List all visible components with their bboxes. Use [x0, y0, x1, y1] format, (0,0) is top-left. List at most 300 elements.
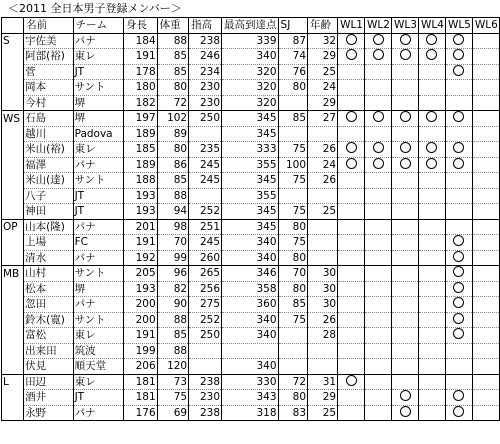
circle-mark-icon: [346, 375, 357, 386]
wl6-cell: [472, 235, 499, 251]
wl6-cell: [472, 328, 499, 344]
name-cell: 上場: [24, 235, 73, 251]
age-cell: [308, 126, 338, 142]
table-row: [2, 142, 500, 158]
sj-cell: [278, 359, 308, 375]
wl4-cell: [418, 328, 445, 344]
height-cell: 199: [123, 343, 157, 359]
position-cell: [2, 188, 24, 204]
circle-mark-icon: [400, 142, 411, 153]
age-cell: 30: [308, 266, 338, 282]
max-cell: 333: [222, 142, 279, 158]
reach-cell: 245: [189, 235, 222, 251]
wl1-cell: [338, 49, 365, 65]
wl4-cell: [418, 173, 445, 189]
circle-mark-icon: [346, 49, 357, 60]
name-cell: 富松: [24, 328, 73, 344]
wl6-cell: [472, 343, 499, 359]
max-cell: 340: [222, 250, 279, 266]
age-cell: 31: [308, 374, 338, 390]
sj-cell: [278, 328, 308, 344]
max-cell: 320: [222, 64, 279, 80]
team-cell: JT: [73, 188, 123, 204]
weight-cell: 70: [157, 235, 188, 251]
table-row: [2, 312, 500, 328]
position-cell: [2, 80, 24, 96]
reach-cell: 238: [189, 405, 222, 421]
age-cell: 29: [308, 390, 338, 406]
weight-cell: 98: [157, 219, 188, 235]
name-cell: 伏見: [24, 359, 73, 375]
weight-cell: 90: [157, 297, 188, 313]
position-cell: [2, 126, 24, 142]
wl5-cell: [445, 250, 472, 266]
sj-cell: 80: [278, 219, 308, 235]
name-cell: 今村: [24, 95, 73, 111]
circle-mark-icon: [373, 49, 384, 60]
team-cell: 堺: [73, 95, 123, 111]
age-cell: 24: [308, 157, 338, 173]
height-cell: 181: [123, 390, 157, 406]
height-cell: 206: [123, 359, 157, 375]
wl1-cell: [338, 126, 365, 142]
wl2-cell: [365, 374, 392, 390]
weight-cell: 85: [157, 64, 188, 80]
reach-cell: 265: [189, 266, 222, 282]
wl4-cell: [418, 111, 445, 127]
reach-cell: 250: [189, 328, 222, 344]
team-cell: サント: [73, 173, 123, 189]
wl4-cell: [418, 204, 445, 220]
wl2-cell: [365, 266, 392, 282]
sj-cell: 100: [278, 157, 308, 173]
team-cell: 堺: [73, 111, 123, 127]
wl4-cell: [418, 126, 445, 142]
roster-body: [2, 33, 500, 421]
reach-cell: 234: [189, 64, 222, 80]
height-cell: 191: [123, 49, 157, 65]
sj-cell: 87: [278, 33, 308, 49]
reach-cell: 251: [189, 219, 222, 235]
page-title: ＜2011 全日本男子登録メンバー＞: [8, 2, 182, 15]
team-cell: Padova: [73, 126, 123, 142]
position-cell: [2, 235, 24, 251]
sj-cell: 80: [278, 80, 308, 96]
team-cell: 堺: [73, 281, 123, 297]
reach-cell: 230: [189, 95, 222, 111]
column-header: チーム: [73, 18, 123, 34]
wl1-cell: [338, 235, 365, 251]
weight-cell: 120: [157, 359, 188, 375]
position-cell: [2, 49, 24, 65]
reach-cell: 245: [189, 157, 222, 173]
name-cell: 米山(達): [24, 173, 73, 189]
wl6-cell: [472, 390, 499, 406]
wl6-cell: [472, 405, 499, 421]
reach-cell: 256: [189, 281, 222, 297]
reach-cell: [189, 188, 222, 204]
wl5-cell: [445, 111, 472, 127]
position-cell: MB: [2, 266, 24, 282]
circle-mark-icon: [373, 142, 384, 153]
table-row: [2, 219, 500, 235]
sj-cell: 80: [278, 281, 308, 297]
position-cell: [2, 343, 24, 359]
wl1-cell: [338, 390, 365, 406]
wl3-cell: [392, 297, 419, 313]
wl2-cell: [365, 405, 392, 421]
team-cell: パナ: [73, 405, 123, 421]
max-cell: 340: [222, 328, 279, 344]
table-row: [2, 343, 500, 359]
weight-cell: 88: [157, 343, 188, 359]
wl3-cell: [392, 33, 419, 49]
position-cell: [2, 142, 24, 158]
weight-cell: 88: [157, 33, 188, 49]
column-header: SJ: [278, 18, 308, 34]
circle-mark-icon: [400, 158, 411, 169]
wl4-cell: [418, 157, 445, 173]
wl3-cell: [392, 157, 419, 173]
column-header: 名前: [24, 18, 73, 34]
max-cell: 358: [222, 281, 279, 297]
wl5-cell: [445, 297, 472, 313]
max-cell: 345: [222, 126, 279, 142]
height-cell: 200: [123, 312, 157, 328]
reach-cell: 260: [189, 250, 222, 266]
team-cell: JT: [73, 204, 123, 220]
height-cell: 200: [123, 297, 157, 313]
max-cell: 360: [222, 297, 279, 313]
sj-cell: [278, 343, 308, 359]
wl3-cell: [392, 266, 419, 282]
circle-mark-icon: [453, 142, 464, 153]
wl2-cell: [365, 64, 392, 80]
wl2-cell: [365, 173, 392, 189]
age-cell: 26: [308, 312, 338, 328]
wl2-cell: [365, 235, 392, 251]
wl1-cell: [338, 219, 365, 235]
age-cell: [308, 343, 338, 359]
wl2-cell: [365, 281, 392, 297]
weight-cell: 72: [157, 95, 188, 111]
wl3-cell: [392, 64, 419, 80]
circle-mark-icon: [400, 390, 411, 401]
circle-mark-icon: [453, 390, 464, 401]
wl5-cell: [445, 281, 472, 297]
name-cell: 出来田: [24, 343, 73, 359]
wl6-cell: [472, 204, 499, 220]
name-cell: 酒井: [24, 390, 73, 406]
wl4-cell: [418, 374, 445, 390]
circle-mark-icon: [426, 49, 437, 60]
wl3-cell: [392, 204, 419, 220]
column-header: WL4: [418, 18, 445, 34]
wl6-cell: [472, 111, 499, 127]
wl5-cell: [445, 64, 472, 80]
position-cell: [2, 405, 24, 421]
max-cell: 340: [222, 235, 279, 251]
reach-cell: 238: [189, 33, 222, 49]
reach-cell: [189, 126, 222, 142]
circle-mark-icon: [400, 49, 411, 60]
height-cell: 205: [123, 266, 157, 282]
wl5-cell: [445, 219, 472, 235]
wl1-cell: [338, 204, 365, 220]
weight-cell: 75: [157, 390, 188, 406]
wl6-cell: [472, 49, 499, 65]
height-cell: 193: [123, 281, 157, 297]
wl4-cell: [418, 49, 445, 65]
wl5-cell: [445, 266, 472, 282]
position-cell: [2, 359, 24, 375]
team-cell: JT: [73, 390, 123, 406]
name-cell: 山本(隆): [24, 219, 73, 235]
circle-mark-icon: [346, 111, 357, 122]
height-cell: 201: [123, 219, 157, 235]
team-cell: 順天堂: [73, 359, 123, 375]
wl1-cell: [338, 281, 365, 297]
wl3-cell: [392, 219, 419, 235]
wl2-cell: [365, 80, 392, 96]
name-cell: 永野: [24, 405, 73, 421]
position-cell: [2, 64, 24, 80]
position-cell: [2, 173, 24, 189]
circle-mark-icon: [453, 266, 464, 277]
age-cell: 24: [308, 80, 338, 96]
wl5-cell: [445, 405, 472, 421]
age-cell: 29: [308, 49, 338, 65]
circle-mark-icon: [400, 406, 411, 417]
max-cell: 340: [222, 312, 279, 328]
column-header: WL5: [445, 18, 472, 34]
name-cell: 忽田: [24, 297, 73, 313]
wl1-cell: [338, 188, 365, 204]
wl5-cell: [445, 188, 472, 204]
wl1-cell: [338, 157, 365, 173]
team-cell: パナ: [73, 250, 123, 266]
circle-mark-icon: [453, 65, 464, 76]
name-cell: 清水: [24, 250, 73, 266]
circle-mark-icon: [453, 34, 464, 45]
position-cell: [2, 157, 24, 173]
sj-cell: 70: [278, 266, 308, 282]
wl1-cell: [338, 297, 365, 313]
header-row: [2, 18, 500, 34]
table-row: [2, 204, 500, 220]
table-row: [2, 235, 500, 251]
position-cell: [2, 390, 24, 406]
wl5-cell: [445, 33, 472, 49]
age-cell: 27: [308, 111, 338, 127]
wl1-cell: [338, 111, 365, 127]
wl4-cell: [418, 95, 445, 111]
age-cell: [308, 235, 338, 251]
circle-mark-icon: [453, 235, 464, 246]
wl6-cell: [472, 250, 499, 266]
table-row: [2, 80, 500, 96]
max-cell: 340: [222, 359, 279, 375]
age-cell: 26: [308, 173, 338, 189]
wl4-cell: [418, 281, 445, 297]
table-row: [2, 173, 500, 189]
reach-cell: 245: [189, 173, 222, 189]
column-header: WL2: [365, 18, 392, 34]
team-cell: 東レ: [73, 49, 123, 65]
wl2-cell: [365, 359, 392, 375]
wl2-cell: [365, 204, 392, 220]
team-cell: 東レ: [73, 142, 123, 158]
wl3-cell: [392, 343, 419, 359]
name-cell: 米山(裕): [24, 142, 73, 158]
circle-mark-icon: [426, 142, 437, 153]
weight-cell: 86: [157, 157, 188, 173]
position-cell: L: [2, 374, 24, 390]
wl4-cell: [418, 64, 445, 80]
circle-mark-icon: [346, 142, 357, 153]
wl2-cell: [365, 390, 392, 406]
table-row: [2, 328, 500, 344]
wl1-cell: [338, 64, 365, 80]
team-cell: 東レ: [73, 328, 123, 344]
position-cell: S: [2, 33, 24, 49]
name-cell: 鈴木(寛): [24, 312, 73, 328]
age-cell: [308, 219, 338, 235]
name-cell: 岡本: [24, 80, 73, 96]
max-cell: [222, 343, 279, 359]
wl6-cell: [472, 359, 499, 375]
name-cell: 田辺: [24, 374, 73, 390]
wl6-cell: [472, 188, 499, 204]
height-cell: 197: [123, 111, 157, 127]
name-cell: 松本: [24, 281, 73, 297]
max-cell: 340: [222, 49, 279, 65]
wl1-cell: [338, 33, 365, 49]
team-cell: パナ: [73, 33, 123, 49]
age-cell: [308, 359, 338, 375]
wl2-cell: [365, 33, 392, 49]
age-cell: [308, 188, 338, 204]
wl3-cell: [392, 188, 419, 204]
wl5-cell: [445, 204, 472, 220]
wl6-cell: [472, 281, 499, 297]
wl1-cell: [338, 266, 365, 282]
wl4-cell: [418, 142, 445, 158]
table-row: [2, 157, 500, 173]
wl4-cell: [418, 359, 445, 375]
circle-mark-icon: [346, 158, 357, 169]
circle-mark-icon: [373, 111, 384, 122]
table-row: [2, 64, 500, 80]
column-header: 体重: [157, 18, 188, 34]
wl4-cell: [418, 80, 445, 96]
weight-cell: 88: [157, 188, 188, 204]
wl2-cell: [365, 328, 392, 344]
age-cell: [308, 250, 338, 266]
sj-cell: 75: [278, 142, 308, 158]
team-cell: 東レ: [73, 374, 123, 390]
wl2-cell: [365, 157, 392, 173]
column-header: WL3: [392, 18, 419, 34]
circle-mark-icon: [400, 111, 411, 122]
height-cell: 189: [123, 126, 157, 142]
wl4-cell: [418, 390, 445, 406]
position-cell: [2, 281, 24, 297]
wl5-cell: [445, 49, 472, 65]
max-cell: 339: [222, 33, 279, 49]
wl2-cell: [365, 49, 392, 65]
max-cell: 318: [222, 405, 279, 421]
wl4-cell: [418, 405, 445, 421]
sj-cell: 85: [278, 111, 308, 127]
circle-mark-icon: [373, 158, 384, 169]
max-cell: 355: [222, 157, 279, 173]
height-cell: 180: [123, 80, 157, 96]
max-cell: 345: [222, 173, 279, 189]
wl3-cell: [392, 235, 419, 251]
circle-mark-icon: [426, 34, 437, 45]
height-cell: 176: [123, 405, 157, 421]
sj-cell: [278, 126, 308, 142]
wl1-cell: [338, 95, 365, 111]
max-cell: 345: [222, 204, 279, 220]
name-cell: 山村: [24, 266, 73, 282]
column-header: WL6: [472, 18, 499, 34]
team-cell: JT: [73, 64, 123, 80]
age-cell: 26: [308, 142, 338, 158]
wl4-cell: [418, 297, 445, 313]
wl5-cell: [445, 374, 472, 390]
sj-cell: 75: [278, 312, 308, 328]
reach-cell: 252: [189, 204, 222, 220]
wl1-cell: [338, 374, 365, 390]
name-cell: 八子: [24, 188, 73, 204]
table-row: [2, 297, 500, 313]
age-cell: 30: [308, 281, 338, 297]
sj-cell: 72: [278, 374, 308, 390]
weight-cell: 69: [157, 405, 188, 421]
team-cell: FC: [73, 235, 123, 251]
table-row: [2, 126, 500, 142]
wl2-cell: [365, 95, 392, 111]
name-cell: 福澤: [24, 157, 73, 173]
weight-cell: 80: [157, 142, 188, 158]
wl6-cell: [472, 374, 499, 390]
weight-cell: 85: [157, 328, 188, 344]
circle-mark-icon: [453, 328, 464, 339]
weight-cell: 89: [157, 126, 188, 142]
reach-cell: 235: [189, 142, 222, 158]
table-row: [2, 359, 500, 375]
wl1-cell: [338, 250, 365, 266]
reach-cell: [189, 343, 222, 359]
reach-cell: 230: [189, 80, 222, 96]
wl5-cell: [445, 80, 472, 96]
wl1-cell: [338, 328, 365, 344]
wl3-cell: [392, 173, 419, 189]
sj-cell: 75: [278, 235, 308, 251]
table-row: [2, 266, 500, 282]
sj-cell: [278, 95, 308, 111]
wl2-cell: [365, 297, 392, 313]
reach-cell: 238: [189, 374, 222, 390]
team-cell: サント: [73, 80, 123, 96]
wl2-cell: [365, 126, 392, 142]
wl4-cell: [418, 312, 445, 328]
team-cell: 筑波: [73, 343, 123, 359]
wl6-cell: [472, 266, 499, 282]
reach-cell: 250: [189, 111, 222, 127]
